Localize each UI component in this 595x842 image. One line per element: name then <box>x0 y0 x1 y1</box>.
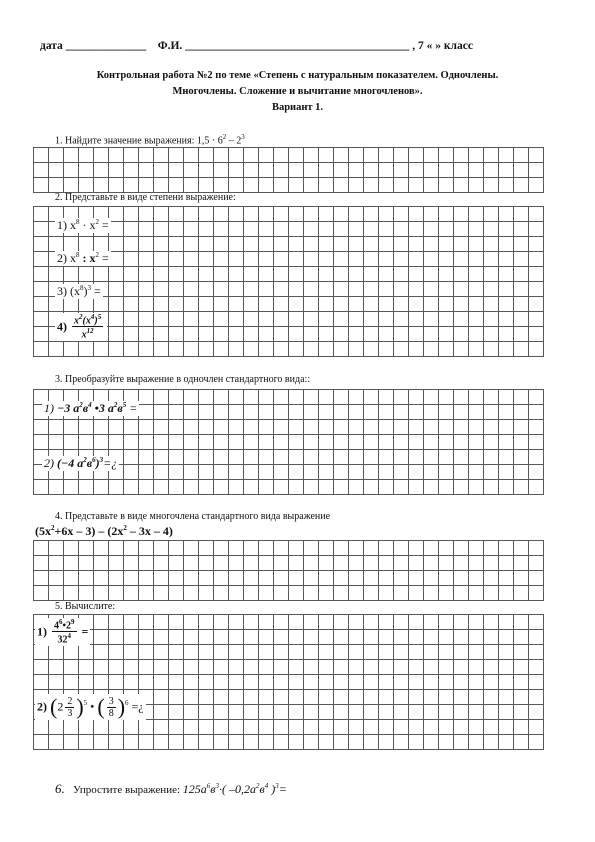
task-5-item-1: 1) $\frac{4^6•2^9}{32^4}$ = <box>37 618 89 646</box>
task-1-prompt: 1. Найдите значение выражения: $1,5 \cdot 6^2 - 2^3$ <box>55 133 245 147</box>
task-3-item-2: 2) (−4 $a^2в^6)^3=¿$ <box>44 456 118 470</box>
header-line <box>40 40 473 52</box>
title-line-1: Контрольная работа №2 по теме «Степень с натуральным показателем. Одночлены. <box>96 70 499 81</box>
task-6-prompt: 6. Упростите выражение: $125a^6в^3\cdot$( $-0,2a^2в^4$ )$^3$= <box>55 781 287 796</box>
test-title <box>30 68 565 116</box>
task-2-prompt: 2. Представьте в виде степени выражение: <box>55 192 236 203</box>
answer-grid-5[interactable] <box>33 614 544 750</box>
task-3-prompt: 3. Преобразуйте выражение в одночлен стандартного вида:: <box>55 374 311 385</box>
task-5-item-2: 2) (2 $\frac{2}{3}$ )$^5$ • ( $\frac{3}{8}$ )$^6$ =¿ <box>37 694 144 719</box>
task-6-expression: $125a^6в^3\cdot$( $-0,2a^2в^4$ )$^3$= <box>182 782 287 796</box>
task-4-expression: $(5x^2+6x - 3) - (2x^2 - 3x - 4)$ <box>35 524 173 538</box>
date-label: дата <box>40 40 63 52</box>
task-2-item-4: 4) $\frac{x^2(x^4)^5}{x^{12}}$ <box>55 313 107 341</box>
name-field[interactable]: _______________________________________ <box>185 40 410 52</box>
variant-label: Вариант 1. <box>271 102 324 113</box>
task-2-item-1: 1) $x^8 \cdot x^2$ = <box>57 218 109 232</box>
title-line-2: Многочлены. Сложение и вычитание многочленов». <box>172 86 423 97</box>
name-label: Ф.И. <box>157 40 183 52</box>
task-3-item-1: 1) −3 $a^2в^4$ •3 $a^2в^5$ = <box>44 401 138 415</box>
answer-grid-4[interactable] <box>33 540 544 601</box>
date-field[interactable]: ______________ <box>65 40 147 52</box>
task-2-item-2: 2) $x^8$ : $x^2$ = <box>57 251 109 265</box>
class-label: , 7 « » класс <box>412 40 473 52</box>
task-2-item-3: 3) $(x^8)^3$ = <box>57 284 101 298</box>
task-5-prompt: 5. Вычислите: <box>55 601 116 612</box>
task-4-prompt: 4. Представьте в виде многочлена стандартного вида выражение <box>55 511 331 522</box>
answer-grid-1[interactable] <box>33 147 544 193</box>
